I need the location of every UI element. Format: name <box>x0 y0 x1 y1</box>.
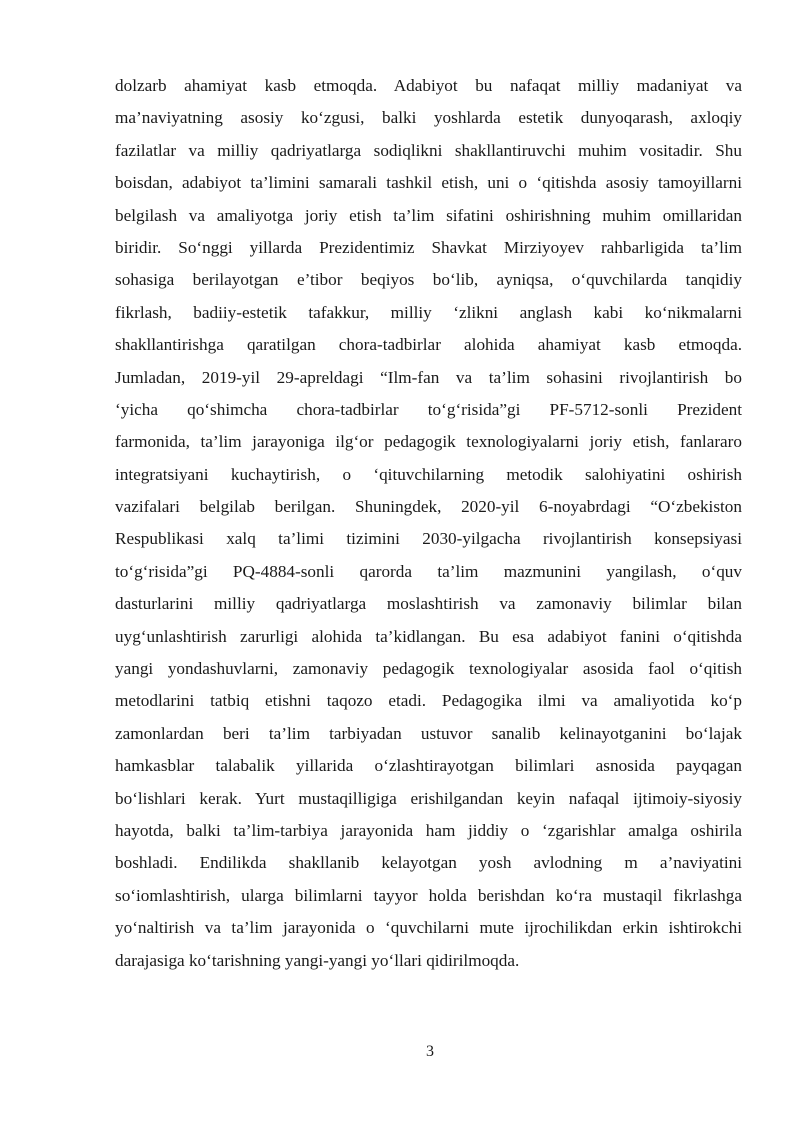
text-line: uyg‘unlashtirish zarurligi alohida ta’kidlangan. Bu esa adabiyot fanini o‘qitishda <box>115 626 742 646</box>
text-line: sohasiga berilayotgan e’tibor beqiyos bo‘lib, ayniqsa, o‘quvchilarda tanqidiy <box>115 270 742 290</box>
text-line: dolzarb ahamiyat kasb etmoqda. Adabiyot bu nafaqat milliy madaniyat va <box>115 76 742 95</box>
text-line: shakllantirishga qaratilgan chora-tadbirlar alohida ahamiyat kasb etmoqda. <box>115 335 742 355</box>
text-line: boisdan, adabiyot ta’limini samarali tashkil etish, uni o ‘qitishda asosiy tamoyillarni <box>115 173 742 193</box>
text-line: biridir. So‘nggi yillarda Prezidentimiz Shavkat Mirziyoyev rahbarligida ta’lim <box>115 237 742 257</box>
text-line-last: darajasiga ko‘tarishning yangi-yangi yo‘llari qidirilmoqda. <box>115 950 520 970</box>
text-line: fikrlash, badiiy-estetik tafakkur, milliy ‘zlikni anglash kabi ko‘nikmalarni <box>115 302 742 322</box>
text-line: Respublikasi xalq ta’limi tizimini 2030-yilgacha rivojlantirish konsepsiyasi <box>115 529 742 549</box>
text-line: zamonlardan beri ta’lim tarbiyadan ustuvor sanalib kelinayotganini bo‘lajak <box>115 723 742 743</box>
text-line: yangi yondashuvlarni, zamonaviy pedagogik texnologiyalar asosida faol o‘qitish <box>115 659 742 679</box>
text-line: Jumladan, 2019-yil 29-apreldagi “Ilm-fan va ta’lim sohasini rivojlantirish bo <box>115 367 742 387</box>
text-line: fazilatlar va milliy qadriyatlarga sodiqlikni shakllantiruvchi muhim vositadir. Shu <box>115 140 742 160</box>
text-line: hamkasblar talabalik yillarida o‘zlashtirayotgan bilimlari asnosida payqagan <box>115 756 742 776</box>
page-number: 3 <box>426 1043 434 1060</box>
text-line: so‘iomlashtirish, ularga bilimlarni tayyor holda berishdan ko‘ra mustaqil fikrlashga <box>115 885 742 905</box>
text-line: dasturlarini milliy qadriyatlarga moslashtirish va zamonaviy bilimlar bilan <box>115 594 742 614</box>
text-line: to‘g‘risida”gi PQ-4884-sonli qarorda ta’lim mazmunini yangilash, o‘quv <box>115 561 742 581</box>
text-line: vazifalari belgilab berilgan. Shuningdek, 2020-yil 6-noyabrdagi “O‘zbekiston <box>115 497 742 517</box>
text-line: integratsiyani kuchaytirish, o ‘qituvchilarning metodik salohiyatini oshirish <box>115 464 742 484</box>
text-line: ma’naviyatning asosiy ko‘zgusi, balki yoshlarda estetik dunyoqarash, axloqiy <box>115 108 742 128</box>
text-line: farmonida, ta’lim jarayoniga ilg‘or pedagogik texnologiyalarni joriy etish, fanlararo <box>115 432 742 452</box>
text-line: ‘yicha qo‘shimcha chora-tadbirlar to‘g‘risida”gi PF-5712-sonli Prezident <box>115 399 742 419</box>
text-line: boshladi. Endilikda shakllanib kelayotgan yosh avlodning m a’naviyatini <box>115 853 742 873</box>
text-line: bo‘lishlari kerak. Yurt mustaqilligiga erishilgandan keyin nafaqal ijtimoiy-siyosiy <box>115 788 742 808</box>
body-paragraph <box>115 70 742 977</box>
text-line: hayotda, balki ta’lim-tarbiya jarayonida ham jiddiy o ‘zgarishlar amalga oshirila <box>115 820 742 840</box>
text-line: yo‘naltirish va ta’lim jarayonida o ‘quvchilarni mute ijrochilikdan erkin ishtirokchi <box>115 918 742 938</box>
text-line: belgilash va amaliyotga joriy etish ta’lim sifatini oshirishning muhim omillaridan <box>115 205 742 225</box>
text-line: metodlarini tatbiq etishni taqozo etadi. Pedagogika ilmi va amaliyotida ko‘p <box>115 691 742 711</box>
